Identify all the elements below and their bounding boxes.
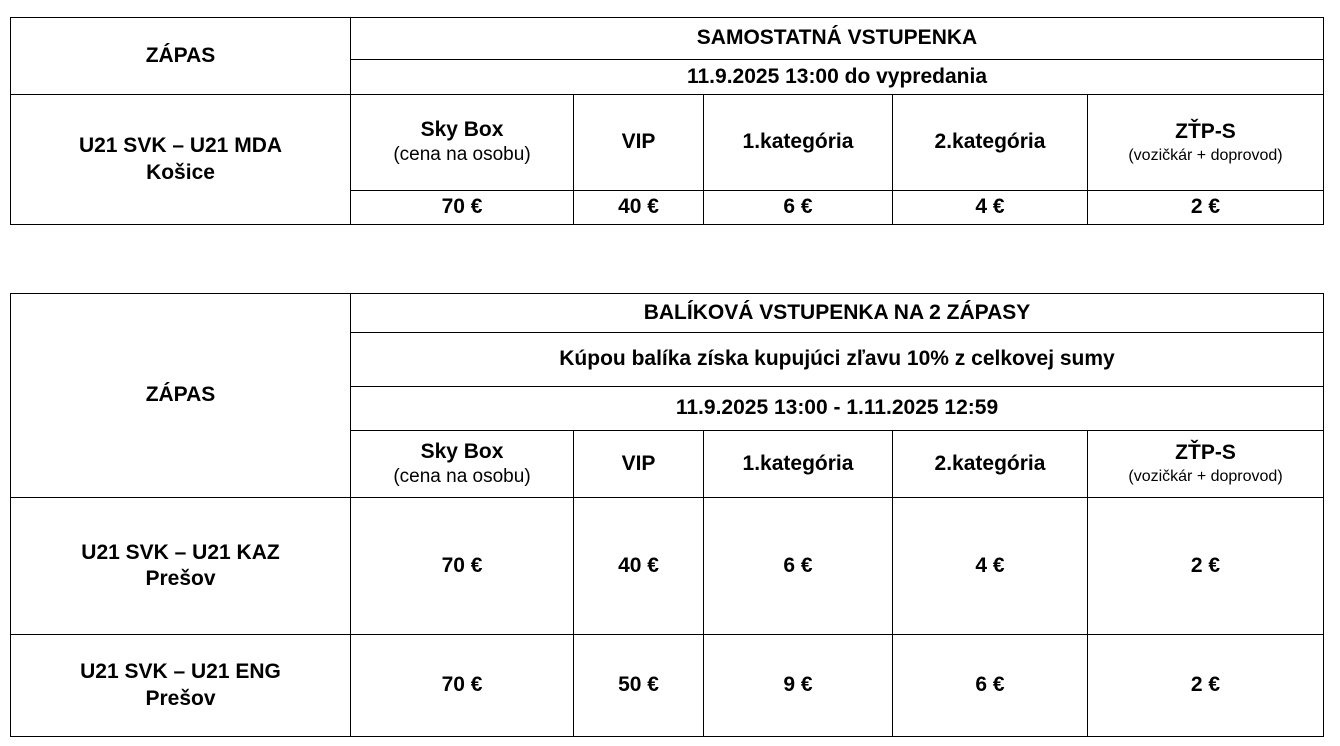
match-city: Prešov — [145, 686, 216, 710]
column-header-skybox: Sky Box (cena na osobu) — [351, 431, 574, 498]
column-header-vip: VIP — [574, 95, 704, 191]
price-cell: 9 € — [704, 635, 893, 737]
ticket-type-title: BALÍKOVÁ VSTUPENKA NA 2 ZÁPASY — [351, 294, 1324, 333]
price-cell: 70 € — [351, 635, 574, 737]
match-name: U21 SVK – U21 ENG — [80, 660, 281, 684]
sale-period: 11.9.2025 13:00 do vypredania — [351, 60, 1324, 95]
price-cell: 4 € — [893, 191, 1088, 225]
match-city: Košice — [146, 160, 215, 184]
table-row — [11, 498, 1324, 635]
price-cell: 2 € — [1088, 498, 1324, 635]
price-cell: 40 € — [574, 191, 704, 225]
match-name: U21 SVK – U21 MDA — [78, 134, 283, 158]
match-cell — [11, 95, 351, 225]
price-cell: 2 € — [1088, 635, 1324, 737]
price-cell: 70 € — [351, 191, 574, 225]
package-ticket-table — [10, 293, 1324, 737]
column-header-cat1: 1.kategória — [704, 95, 893, 191]
discount-note: Kúpou balíka získa kupujúci zľavu 10% z celkovej sumy — [351, 333, 1324, 387]
price-cell: 40 € — [574, 498, 704, 635]
match-cell — [11, 635, 351, 737]
zapas-header: ZÁPAS — [11, 18, 351, 95]
table-row — [11, 635, 1324, 737]
column-header-cat1: 1.kategória — [704, 431, 893, 498]
price-cell: 70 € — [351, 498, 574, 635]
price-cell: 50 € — [574, 635, 704, 737]
column-header-ztps: ZŤP-S (vozičkár + doprovod) — [1088, 95, 1324, 191]
price-cell: 6 € — [704, 191, 893, 225]
column-header-ztps: ZŤP-S (vozičkár + doprovod) — [1088, 431, 1324, 498]
match-cell — [11, 498, 351, 635]
price-cell: 6 € — [893, 635, 1088, 737]
price-cell: 6 € — [704, 498, 893, 635]
match-name: U21 SVK – U21 KAZ — [81, 540, 280, 564]
sale-period: 11.9.2025 13:00 - 1.11.2025 12:59 — [351, 387, 1324, 431]
price-cell: 2 € — [1088, 191, 1324, 225]
column-header-cat2: 2.kategória — [893, 95, 1088, 191]
single-ticket-table — [10, 17, 1324, 225]
column-header-skybox: Sky Box (cena na osobu) — [351, 95, 574, 191]
price-cell: 4 € — [893, 498, 1088, 635]
zapas-header: ZÁPAS — [11, 294, 351, 498]
column-header-vip: VIP — [574, 431, 704, 498]
column-header-cat2: 2.kategória — [893, 431, 1088, 498]
ticket-type-title: SAMOSTATNÁ VSTUPENKA — [351, 18, 1324, 60]
match-city: Prešov — [145, 567, 216, 590]
